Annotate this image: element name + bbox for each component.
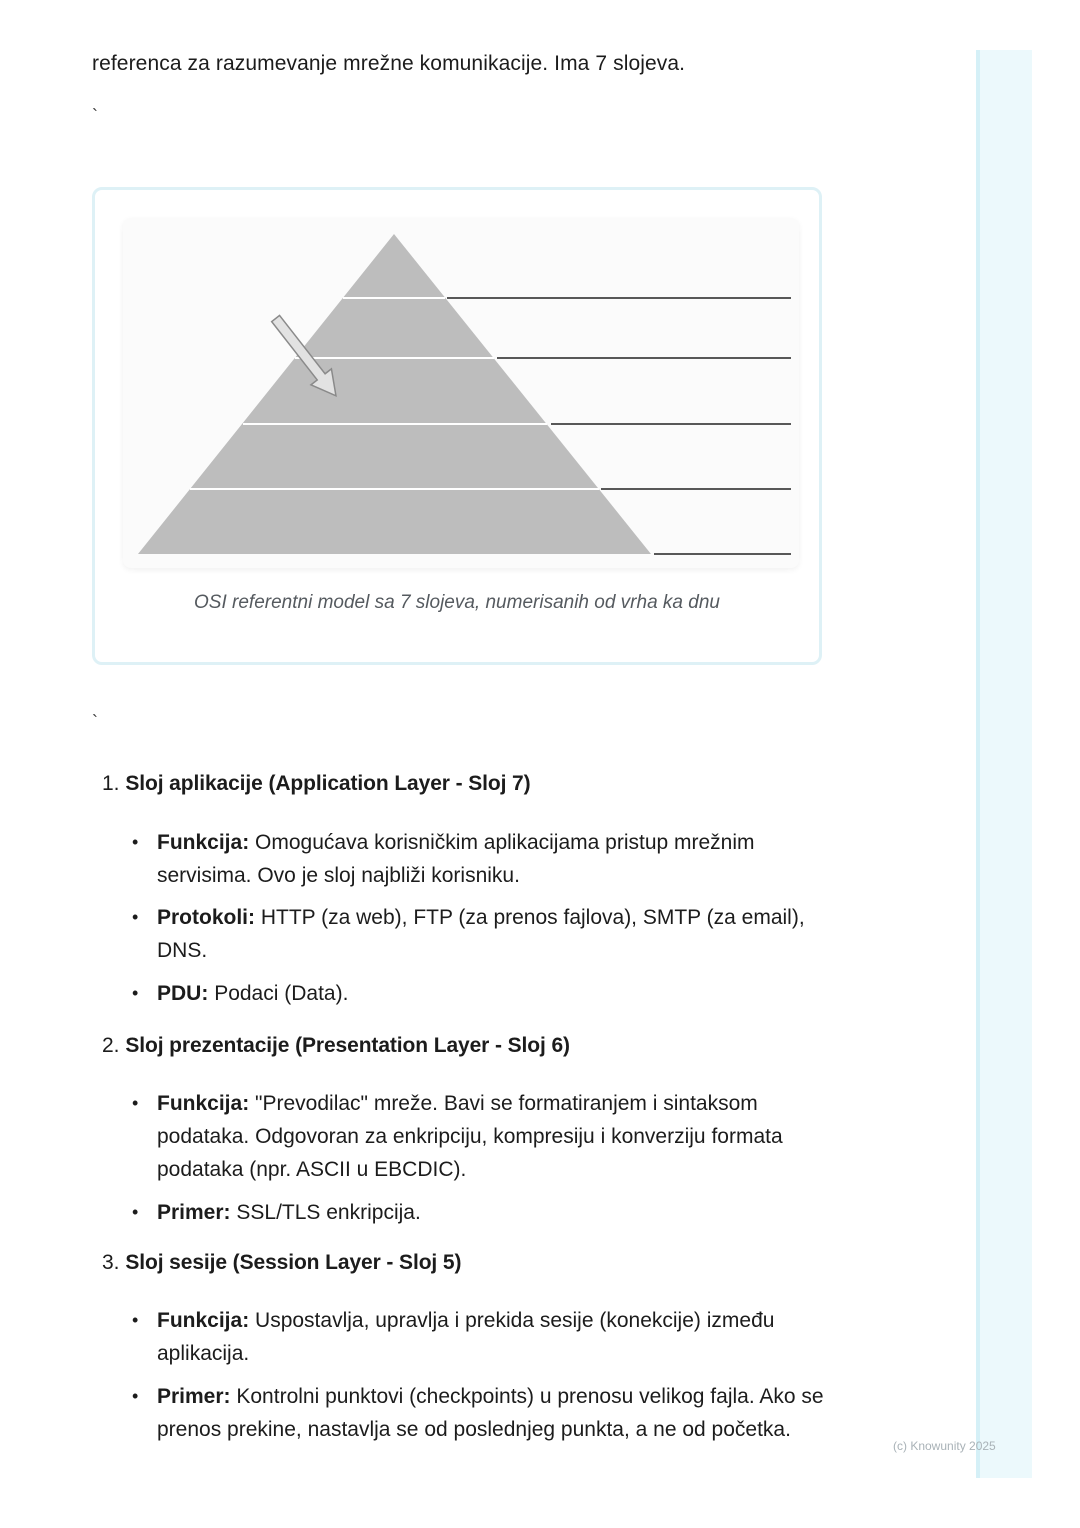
section-title: Sloj prezentacije (Presentation Layer - Sloj 6) bbox=[125, 1034, 570, 1057]
bullet-label: Primer: bbox=[157, 1385, 231, 1408]
bullet-text: Kontrolni punktovi (checkpoints) u prenosu velikog fajla. Ako se prenos prekine, nastavlja se od poslednjeg punkta, a ne od početka. bbox=[157, 1385, 824, 1441]
section-title: Sloj sesije (Session Layer - Sloj 5) bbox=[125, 1251, 462, 1274]
section-number: 1. bbox=[102, 772, 120, 795]
tick-mark: ` bbox=[92, 106, 98, 126]
pyramid-shape bbox=[138, 234, 651, 554]
bullet-dot: • bbox=[132, 1310, 139, 1330]
bullet-dot: • bbox=[132, 1202, 139, 1222]
section-application-layer bbox=[102, 772, 531, 796]
section-presentation-layer bbox=[102, 1034, 570, 1058]
intro-text: referenca za razumevanje mrežne komunikacije. Ima 7 slojeva. bbox=[92, 52, 686, 75]
bullet-label: Primer: bbox=[157, 1201, 231, 1224]
bullet-label: Funkcija: bbox=[157, 1092, 250, 1115]
section-heading bbox=[102, 1251, 461, 1275]
bullet-label: Protokoli: bbox=[157, 906, 255, 929]
bullet-dot: • bbox=[132, 1093, 139, 1113]
bullet-text: Podaci (Data). bbox=[214, 982, 349, 1005]
section-title: Sloj aplikacije (Application Layer - Sloj 7) bbox=[125, 772, 531, 795]
bullet-text: Omogućava korisničkim aplikacijama pristup mrežnim servisima. Ovo je sloj najbliži korisniku. bbox=[157, 831, 755, 887]
section-heading bbox=[102, 772, 531, 796]
copyright-text: (c) Knowunity 2025 bbox=[893, 1439, 996, 1453]
figure-caption: OSI referentni model sa 7 slojeva, numerisanih od vrha ka dnu bbox=[194, 592, 720, 613]
bullet-text: "Prevodilac" mreže. Bavi se formatiranjem i sintaksom podataka. Odgovoran za enkripciju, kompresiju i konverziju formata podataka (npr. ASCII u EBCDIC). bbox=[157, 1092, 783, 1181]
section-number: 3. bbox=[102, 1251, 120, 1274]
section-session-layer bbox=[102, 1251, 461, 1275]
osi-pyramid-svg bbox=[123, 218, 799, 568]
figure-card bbox=[92, 187, 822, 665]
bullet-dot: • bbox=[132, 1386, 139, 1406]
section-heading bbox=[102, 1034, 570, 1058]
bullet-dot: • bbox=[132, 832, 139, 852]
bullet-text: SSL/TLS enkripcija. bbox=[236, 1201, 421, 1224]
bullet-dot: • bbox=[132, 907, 139, 927]
section-number: 2. bbox=[102, 1034, 120, 1057]
bullet-dot: • bbox=[132, 983, 139, 1003]
bullet-label: Funkcija: bbox=[157, 1309, 250, 1332]
bullet-text: Uspostavlja, upravlja i prekida sesije (konekcije) između aplikacija. bbox=[157, 1309, 775, 1365]
tick-mark: ` bbox=[92, 712, 98, 732]
osi-pyramid-figure bbox=[123, 218, 799, 568]
bullet-label: Funkcija: bbox=[157, 831, 250, 854]
right-sidebar bbox=[976, 50, 1032, 1478]
bullet-text: HTTP (za web), FTP (za prenos fajlova), SMTP (za email), DNS. bbox=[157, 906, 805, 962]
bullet-label: PDU: bbox=[157, 982, 209, 1005]
